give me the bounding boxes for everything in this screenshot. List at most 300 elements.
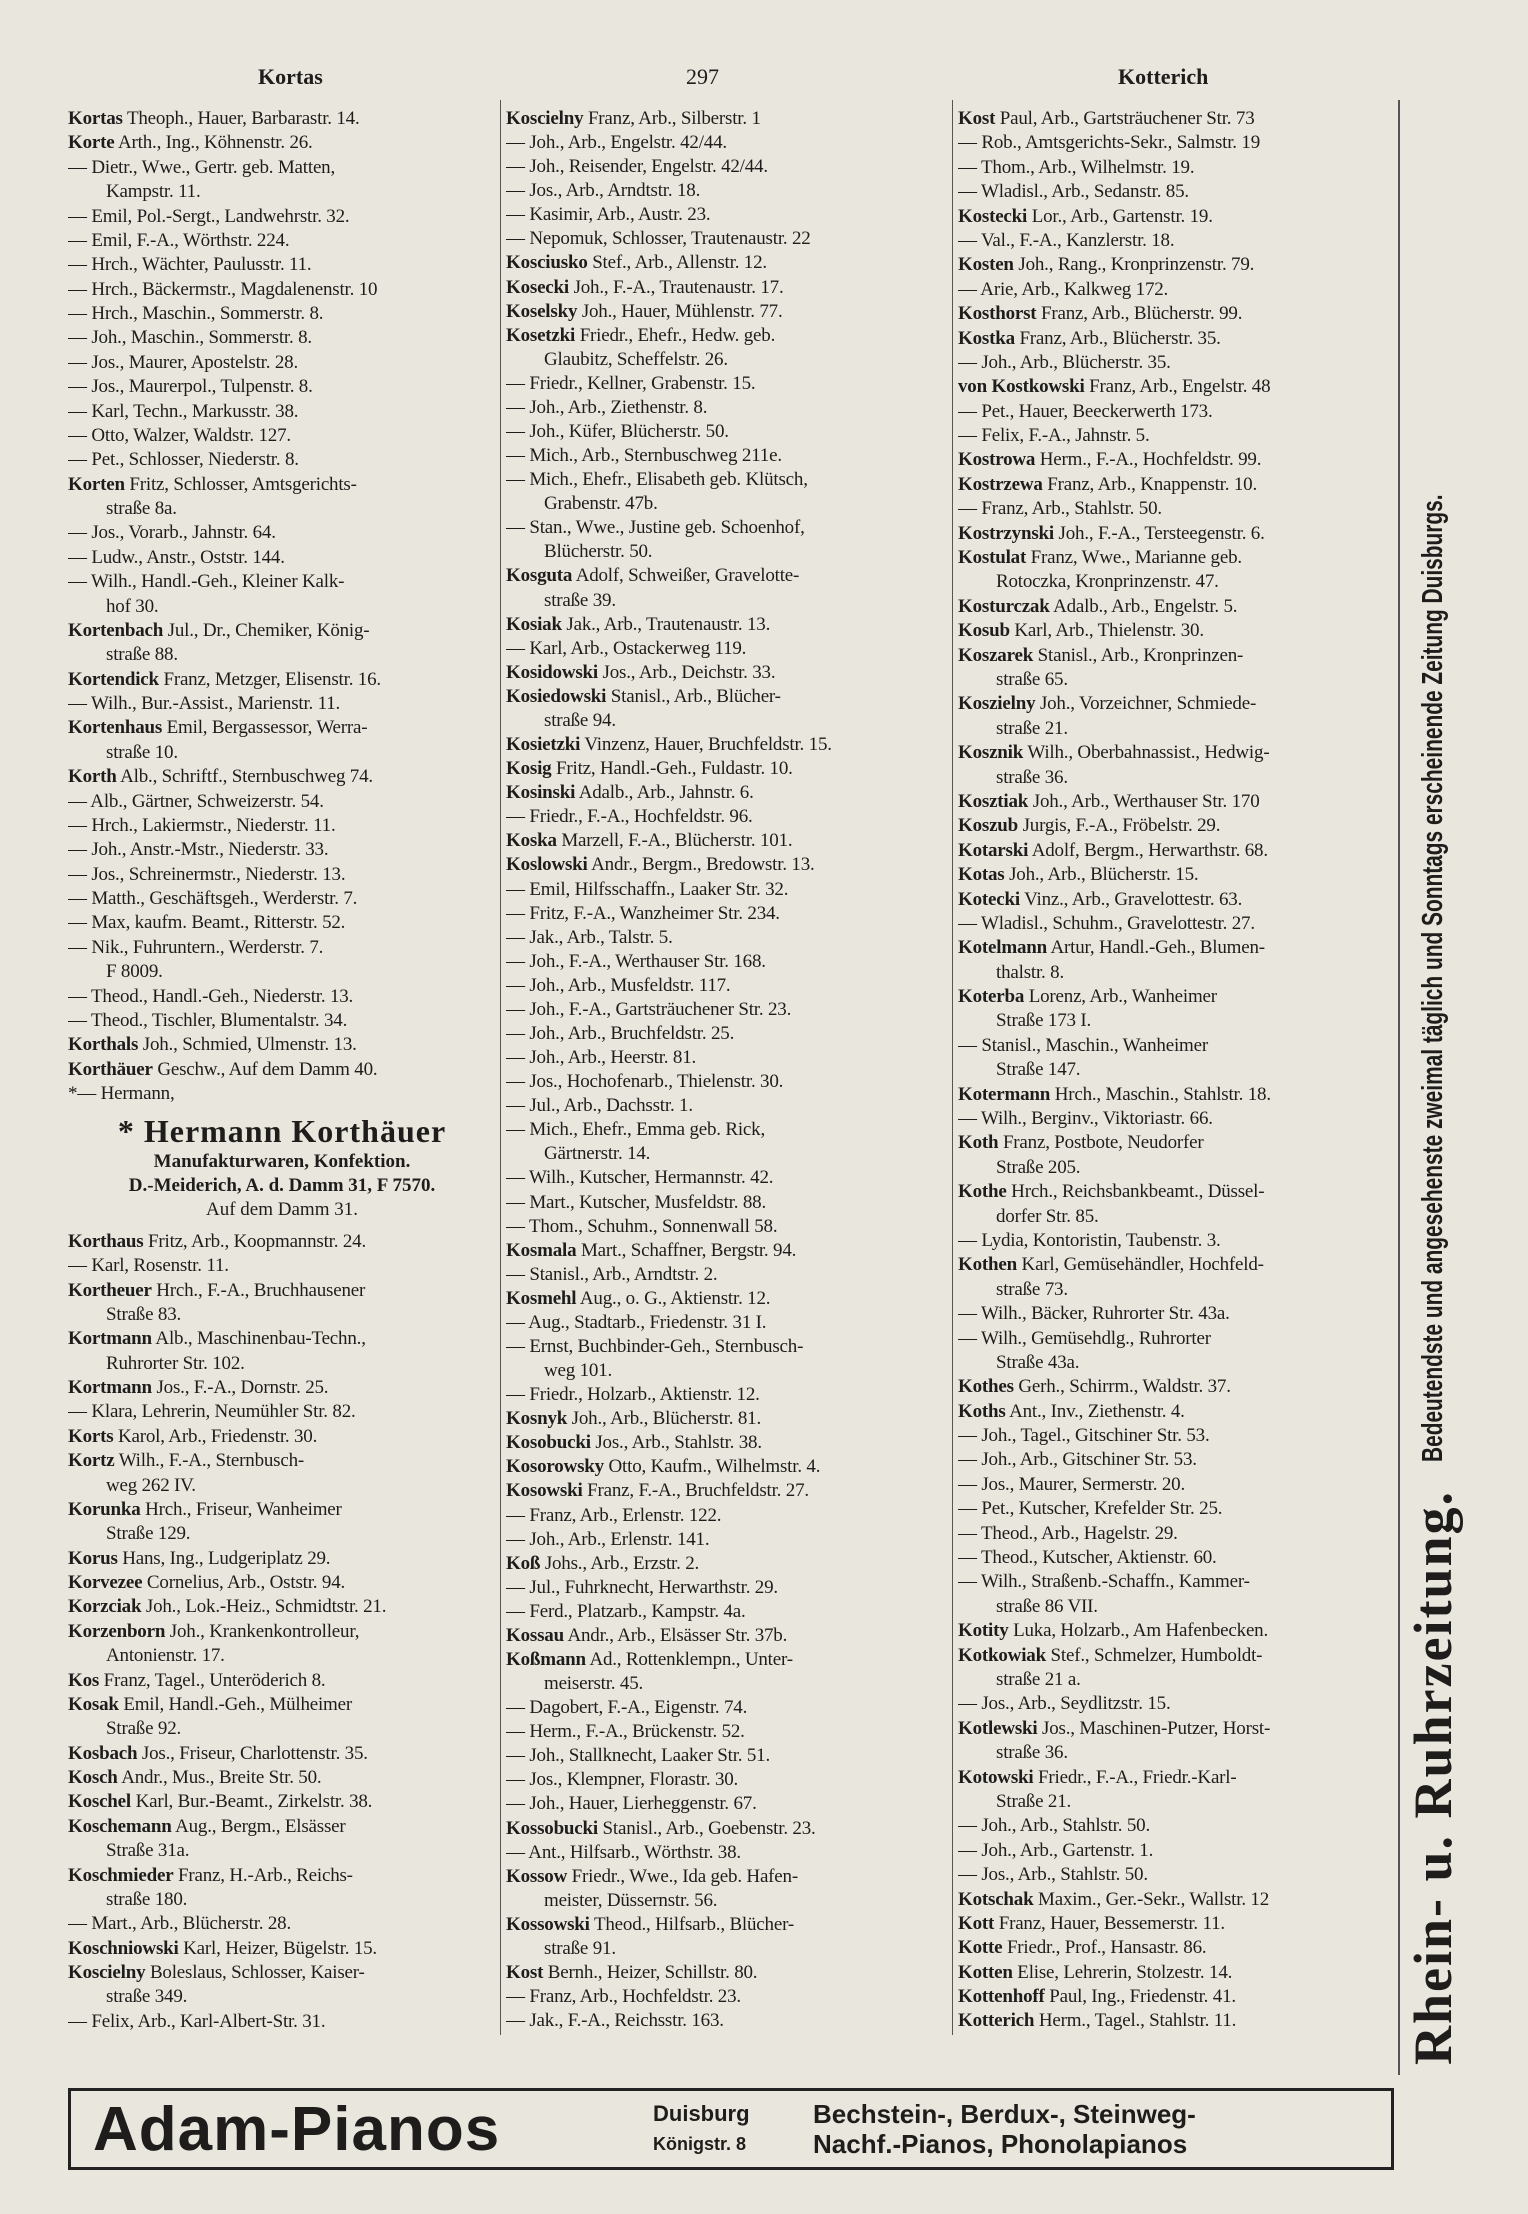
entry-surname: Koterba [958,986,1025,1008]
side-ad-tagline: Bedeutendste und angesehenste zweimal täglich und Sonntags erscheinende Zeitung Duisburgs. [1416,494,1449,1462]
column-divider [952,100,953,2035]
entry-surname: Kothen [958,1254,1017,1276]
entry-text: — Franz, Arb., Hochfeldstr. 23. [506,1986,741,2008]
directory-entry-line [68,1059,496,1081]
entry-surname: Kosobucki [506,1432,591,1454]
entry-text: — Jak., Arb., Talstr. 5. [506,926,673,948]
entry-surname: Kosidowski [506,661,598,683]
entry-text: Gerh., Schirrm., Waldstr. 37. [1018,1376,1231,1398]
ad-line: Manufakturwaren, Konfektion. [153,1151,411,1173]
entry-text: Joh., F.-A., Tersteegenstr. 6. [1058,522,1265,544]
directory-entry-line [506,373,946,395]
entry-text: Paul, Ing., Friedenstr. 41. [1049,1986,1236,2008]
bottom-ad-address: Königstr. 8 [653,2134,747,2154]
entry-surname: Koszielny [958,693,1036,715]
entry-text: — Felix, Arb., Karl-Albert-Str. 31. [68,2010,326,2032]
entry-text: — Stanisl., Maschin., Wanheimer [958,1034,1208,1056]
entry-text: Bernh., Heizer, Schillstr. 80. [547,1962,758,1984]
directory-entry-line [958,1132,1392,1154]
entry-surname: Koß [506,1552,541,1574]
directory-entry-line [506,1986,946,2008]
entry-surname: Kosietzki [506,734,581,756]
entry-text: Kampstr. 11. [106,181,201,203]
directory-entry-line [68,1523,496,1545]
entry-text: Rotoczka, Kronprinzenstr. 47. [996,571,1219,593]
directory-column-1 [68,108,496,2033]
entry-surname: Kortmann [68,1377,152,1398]
directory-entry-line [506,1336,946,1358]
directory-entry-line [68,791,496,813]
entry-text: — Mart., Arb., Blücherstr. 28. [68,1913,292,1935]
entry-surname: Kossowski [506,1913,590,1935]
directory-entry-line [68,1034,496,1056]
directory-entry-line [68,522,496,544]
directory-entry-line [958,937,1392,959]
directory-entry-line [68,181,496,203]
entry-text: — Joh., Tagel., Gitschiner Str. 53. [958,1425,1210,1447]
directory-entry-line [68,1938,496,1960]
entry-text: Hrch., F.-A., Bruchhausener [156,1279,366,1301]
directory-entry-line [958,328,1392,350]
entry-text: — Jos., Maurer, Sermerstr. 20. [958,1473,1186,1495]
entry-text: Joh., Hauer, Mühlenstr. 77. [581,300,783,322]
directory-entry-line [68,2011,496,2033]
entry-text: straße 10. [106,741,178,763]
entry-surname: Kotkowiak [958,1644,1046,1666]
directory-entry-line [958,1596,1392,1618]
entry-text: — Wilh., Kutscher, Hermannstr. 42. [506,1167,774,1189]
entry-text: — Joh., Arb., Ziethenstr. 8. [506,396,708,418]
entry-text: — Joh., F.-A., Gartsträuchener Str. 23. [506,998,792,1020]
directory-entry-line [506,638,946,660]
directory-entry-line [958,1840,1392,1862]
entry-text: Wilh., Oberbahnassist., Hedwig- [1027,742,1270,764]
entry-surname: Korzenborn [68,1620,166,1642]
entry-surname: Kortmann [68,1328,152,1350]
entry-text: Jak., Arb., Trautenaustr. 13. [566,613,771,635]
side-advertisement [1403,125,1463,2065]
entry-text: Ruhrorter Str. 102. [106,1352,245,1374]
entry-surname: Kostka [958,327,1015,349]
directory-entry-line [68,1865,496,1887]
entry-text: — Jos., Vorarb., Jahnstr. 64. [68,522,276,544]
entry-text: — Pet., Schlosser, Niederstr. 8. [68,449,299,471]
entry-text: Andr., Bergm., Bredowstr. 13. [591,854,815,876]
entry-surname: Kosig [506,758,552,780]
entry-surname: Koselsky [506,300,578,322]
entry-text: — Mich., Ehefr., Emma geb. Rick, [506,1119,766,1141]
entry-text: — Joh., Arb., Gartenstr. 1. [958,1839,1154,1861]
directory-entry-line [68,717,496,739]
directory-entry-line [958,767,1392,789]
entry-text: Theod., Hilfsarb., Blücher- [593,1913,794,1935]
directory-entry-line [506,1119,946,1141]
directory-entry-line [506,421,946,443]
directory-entry-line [68,279,496,301]
entry-surname: Kossau [506,1624,564,1646]
entry-text: Geschw., Auf dem Damm 40. [157,1058,378,1080]
entry-text: — Ludw., Anstr., Oststr. 144. [68,546,285,568]
directory-entry-line [506,614,946,636]
directory-entry-line [506,806,946,828]
directory-entry-line [68,986,496,1008]
entry-text: Arth., Ing., Köhnenstr. 26. [118,132,313,154]
directory-entry-line [506,662,946,684]
directory-entry-line [68,401,496,423]
directory-entry-line [68,596,496,618]
entry-text: — Arie, Arb., Kalkweg 172. [958,278,1169,300]
directory-entry-line [958,181,1392,203]
entry-surname: Kossobucki [506,1817,598,1839]
directory-entry-line [68,815,496,837]
entry-text: Joh., Arb., Blücherstr. 81. [571,1408,762,1430]
entry-text: straße 91. [544,1937,616,1959]
directory-entry-line [958,1181,1392,1203]
korthaeuer-advertisement [68,1113,496,1222]
directory-entry-line [506,1264,946,1286]
entry-text: — Dagobert, F.-A., Eigenstr. 74. [506,1697,748,1719]
directory-entry-line [506,1890,946,1912]
directory-entry-line [506,252,946,274]
directory-entry-line [506,1721,946,1743]
directory-entry-line [68,230,496,252]
entry-text: straße 36. [996,766,1068,788]
entry-text: Mart., Schaffner, Bergstr. 94. [580,1239,797,1261]
entry-text: Franz, Postbote, Neudorfer [1002,1132,1204,1154]
entry-surname: Kosguta [506,565,573,587]
directory-entry-line [958,132,1392,154]
column-divider [500,100,501,2035]
directory-entry-line [958,1620,1392,1642]
directory-entry-line [68,1548,496,1570]
entry-surname: Kost [958,108,996,129]
directory-entry-line [68,644,496,666]
directory-entry-line [506,1360,946,1382]
entry-text: — Thom., Schuhm., Sonnenwall 58. [506,1215,778,1237]
directory-entry-line [506,204,946,226]
entry-text: Friedr., Wwe., Ida geb. Hafen- [571,1865,798,1887]
entry-text: — Joh., Arb., Blücherstr. 35. [958,351,1171,373]
entry-surname: Kortenhaus [68,717,163,739]
entry-text: Glaubitz, Scheffelstr. 26. [544,348,728,370]
entry-text: Ant., Inv., Ziethenstr. 4. [1009,1400,1185,1422]
entry-surname: Kostecki [958,205,1028,227]
entry-text: straße 8a. [106,498,177,519]
entry-text: Stanisl., Arb., Goebenstr. 23. [602,1817,816,1839]
directory-entry-line [68,1401,496,1423]
entry-text: dorfer Str. 85. [996,1205,1099,1227]
entry-surname: Korthaus [68,1230,144,1252]
directory-entry-line [68,1377,496,1399]
entry-text: — Joh., Küfer, Blücherstr. 50. [506,421,729,443]
directory-entry-line [506,517,946,539]
entry-surname: Kotelmann [958,937,1047,959]
entry-surname: Korts [68,1425,114,1447]
entry-text: Straße 83. [106,1303,182,1325]
directory-entry-line [958,523,1392,545]
entry-text: — Wilh., Bäcker, Ruhrorter Str. 43a. [958,1303,1230,1325]
entry-text: — Nik., Fuhruntern., Werderstr. 7. [68,936,324,958]
entry-text: — Karl, Rosenstr. 11. [68,1255,229,1277]
directory-entry-line [958,1206,1392,1228]
directory-entry-line [68,864,496,886]
entry-text: Karol, Arb., Friedenstr. 30. [118,1425,318,1447]
entry-text: — Joh., Arb., Erlenstr. 141. [506,1528,710,1550]
directory-entry-line [506,277,946,299]
entry-surname: Kortas [68,108,123,129]
entry-text: Fritz, Schlosser, Amtsgerichts- [129,473,357,495]
entry-text: — Rob., Amtsgerichts-Sekr., Salmstr. 19 [958,132,1261,154]
directory-entry-line [68,1889,496,1911]
entry-text: — Kasimir, Arb., Austr. 23. [506,204,711,226]
entry-text: Franz, Hauer, Bessemerstr. 11. [998,1912,1225,1934]
entry-text: — Joh., Stallknecht, Laaker Str. 51. [506,1745,771,1767]
entry-text: Stef., Schmelzer, Humboldt- [1050,1644,1263,1666]
entry-text: Stanisl., Arb., Blücher- [610,685,781,707]
entry-text: Joh., Vorzeichner, Schmiede- [1039,693,1257,715]
entry-surname: Koska [506,830,557,852]
directory-entry-line [506,132,946,154]
directory-entry-line [68,1840,496,1862]
directory-entry-line [506,951,946,973]
entry-text: Wilh., F.-A., Sternbusch- [118,1450,305,1472]
entry-text: Joh., Lok.-Heiz., Schmidtstr. 21. [145,1596,387,1618]
directory-entry-line [958,230,1392,252]
entry-text: — Karl, Techn., Markusstr. 38. [68,400,299,422]
directory-entry-line [958,571,1392,593]
directory-entry-line [506,1914,946,1936]
entry-text: Otto, Kaufm., Wilhelmstr. 4. [608,1456,821,1478]
entry-text: Jul., Dr., Chemiker, König- [167,619,370,641]
directory-entry-line [68,1621,496,1643]
entry-text: Blücherstr. 50. [544,541,653,563]
entry-text: Andr., Arb., Elsässer Str. 37b. [567,1624,788,1646]
directory-entry-line [506,397,946,419]
directory-entry-line [68,1791,496,1813]
entry-text: — Emil, Hilfsschaffn., Laaker Str. 32. [506,878,789,900]
directory-entry-line [68,1767,496,1789]
entry-surname: Kosinski [506,782,576,804]
bottom-ad-line1: Bechstein-, Berdux-, Steinweg- [813,2099,1196,2129]
directory-entry-line [506,1649,946,1671]
entry-text: — Joh., Arb., Heerstr. 81. [506,1047,697,1069]
entry-surname: Korunka [68,1498,141,1520]
directory-entry-line [506,1047,946,1069]
directory-entry-line [506,1312,946,1334]
directory-entry-line [958,693,1392,715]
directory-entry-line [506,325,946,347]
entry-surname: Kossow [506,1865,568,1887]
entry-text: Franz, Metzger, Elisenstr. 16. [163,668,381,690]
directory-entry-line [958,1449,1392,1471]
directory-entry-line [958,1669,1392,1691]
entry-text: — Joh., Arb., Musfeldstr. 117. [506,974,731,996]
entry-text: Karl, Bur.-Beamt., Zirkelstr. 38. [135,1791,373,1813]
directory-entry-line [506,1432,946,1454]
directory-entry-line [506,1408,946,1430]
directory-entry-line [506,830,946,852]
entry-text: Franz, Wwe., Marianne geb. [1030,547,1242,569]
entry-surname: Koschniowski [68,1937,179,1959]
entry-text: — Wilh., Straßenb.-Schaffn., Kammer- [958,1571,1250,1593]
entry-text: Cornelius, Arb., Oststr. 94. [146,1572,346,1593]
directory-entry-line [506,1456,946,1478]
directory-entry-line [958,1108,1392,1130]
entry-text: Elise, Lehrerin, Stolzestr. 14. [1017,1961,1233,1983]
directory-entry-line [506,758,946,780]
entry-surname: Kott [958,1912,995,1934]
directory-entry-line [958,1645,1392,1667]
entry-surname: Kotschak [958,1888,1034,1910]
ad-line: D.-Meiderich, A. d. Damm 31, F 7570. [128,1175,436,1197]
directory-entry-line [958,1937,1392,1959]
entry-surname: Koths [958,1400,1006,1422]
entry-text: Joh., F.-A., Trautenaustr. 17. [573,276,784,298]
directory-entry-line [506,1793,946,1815]
directory-entry-line [958,962,1392,984]
directory-entry-line [506,1866,946,1888]
directory-entry-line [68,1499,496,1521]
directory-entry-line [958,1547,1392,1569]
entry-text: Andr., Mus., Breite Str. 50. [121,1767,322,1788]
directory-entry-line [958,425,1392,447]
directory-entry-line [958,1084,1392,1106]
entry-text: Straße 147. [996,1059,1081,1081]
directory-entry-line [506,1071,946,1093]
directory-entry-line [68,766,496,788]
entry-text: — Joh., F.-A., Werthauser Str. 168. [506,950,766,972]
directory-entry-line [958,1815,1392,1837]
entry-text: — Wilh., Berginv., Viktoriastr. 66. [958,1108,1213,1130]
directory-entry-line [506,854,946,876]
entry-text: Luka, Holzarb., Am Hafenbecken. [1013,1620,1269,1642]
entry-surname: Koßmann [506,1649,586,1670]
entry-text: Straße 173 I. [996,1010,1092,1032]
entry-text: Hrch., Friseur, Wanheimer [145,1498,342,1520]
entry-text: Johs., Arb., Erzstr. 2. [544,1552,700,1574]
directory-entry-line [68,1962,496,1984]
entry-text: Ad., Rottenklempn., Unter- [589,1649,793,1670]
directory-entry-line [68,1426,496,1448]
directory-entry-line [68,888,496,910]
directory-entry-line [68,1231,496,1253]
entry-text: straße 86 VII. [996,1595,1098,1617]
directory-entry-line [506,1842,946,1864]
directory-entry-line [68,1816,496,1838]
entry-text: — Mart., Kutscher, Musfeldstr. 88. [506,1191,766,1213]
directory-entry-line [958,718,1392,740]
entry-surname: Korthäuer [68,1058,153,1080]
entry-text: — Theod., Handl.-Geh., Niederstr. 13. [68,985,354,1007]
directory-entry-line [958,864,1392,886]
entry-surname: Kostrzewa [958,473,1043,495]
entry-surname: Korte [68,132,115,154]
directory-entry-line [68,498,496,520]
entry-text: Friedr., F.-A., Friedr.-Karl- [1038,1766,1237,1788]
entry-text: Joh., Rang., Kronprinzenstr. 79. [1018,254,1255,276]
entry-text: — Jos., Arb., Arndtstr. 18. [506,180,701,202]
entry-surname: Korthals [68,1034,139,1056]
bottom-ad-line2: Nachf.-Pianos, Phonolapianos [813,2129,1188,2159]
directory-entry-line [958,913,1392,935]
entry-text: — Emil, F.-A., Wörthstr. 224. [68,229,290,251]
entry-text: — Joh., Reisender, Engelstr. 42/44. [506,156,768,178]
entry-surname: Kotterich [958,2010,1035,2032]
directory-entry-line [958,1962,1392,1984]
entry-surname: Kosch [68,1767,118,1788]
entry-text: — Hrch., Bäckermstr., Magdalenenstr. 10 [68,278,378,300]
entry-text: straße 73. [996,1278,1068,1300]
entry-text: meiserstr. 45. [544,1673,644,1695]
directory-entry-line [506,180,946,202]
directory-entry-line [68,1304,496,1326]
entry-surname: Koschmieder [68,1864,174,1886]
directory-entry-line [68,1083,496,1105]
directory-entry-line [68,132,496,154]
directory-entry-line [506,1023,946,1045]
entry-text: Straße 205. [996,1156,1081,1178]
directory-entry-line [506,1625,946,1647]
entry-text: — Felix, F.-A., Jahnstr. 5. [958,425,1150,447]
side-ad-title: Rhein- u. Ruhrzeitung. [1403,1489,1463,2065]
directory-entry-line [506,1745,946,1767]
entry-text: Vinzenz, Hauer, Bruchfeldstr. 15. [584,734,832,756]
directory-entry-line [958,1401,1392,1423]
entry-text: — Hrch., Wächter, Paulusstr. 11. [68,254,312,276]
directory-entry-line [958,1230,1392,1252]
entry-text: Joh., Arb., Werthauser Str. 170 [1032,790,1260,812]
entry-surname: Kotas [958,864,1005,886]
directory-entry-line [68,1353,496,1375]
entry-text: — Hrch., Lakiermstr., Niederstr. 11. [68,814,336,836]
entry-surname: Kortz [68,1450,115,1472]
directory-entry-line [506,301,946,323]
directory-entry-line [506,734,946,756]
directory-entry-line [958,474,1392,496]
entry-text: Emil, Handl.-Geh., Mülheimer [123,1693,352,1715]
entry-text: — Jos., Maurerpol., Tulpenstr. 8. [68,376,313,398]
entry-surname: Kosbach [68,1742,138,1764]
directory-entry-line [506,927,946,949]
entry-surname: Kosmala [506,1239,577,1261]
directory-entry-line [68,254,496,276]
directory-entry-line [958,1352,1392,1374]
entry-text: — Herm., F.-A., Brückenstr. 52. [506,1721,745,1743]
entry-text: Franz, Arb., Blücherstr. 35. [1019,327,1221,349]
directory-entry-line [958,401,1392,423]
entry-text: — Joh., Arb., Engelstr. 42/44. [506,132,727,154]
entry-text: Karl, Gemüsehändler, Hochfeld- [1021,1254,1264,1276]
directory-entry-line [958,303,1392,325]
entry-text: Franz, Arb., Blücherstr. 99. [1040,303,1243,325]
directory-entry-line [506,493,946,515]
entry-surname: Korzciak [68,1596,142,1618]
directory-entry-line [958,1328,1392,1350]
entry-text: — Ant., Hilfsarb., Wörthstr. 38. [506,1841,741,1863]
entry-surname: Kosetzki [506,324,576,346]
entry-text: Theoph., Hauer, Barbarastr. 14. [126,108,360,129]
entry-text: — Otto, Walzer, Waldstr. 127. [68,424,291,446]
directory-column-2 [506,108,946,2033]
entry-text: straße 349. [106,1986,188,2008]
directory-entry-line [506,1240,946,1262]
entry-text: — Jos., Klempner, Florastr. 30. [506,1769,739,1791]
entry-text: Franz, Arb., Knappenstr. 10. [1047,473,1257,495]
entry-surname: Kottenhoff [958,1986,1045,2008]
directory-entry-line [958,352,1392,374]
directory-entry-line [68,937,496,959]
entry-text: straße 65. [996,668,1068,690]
